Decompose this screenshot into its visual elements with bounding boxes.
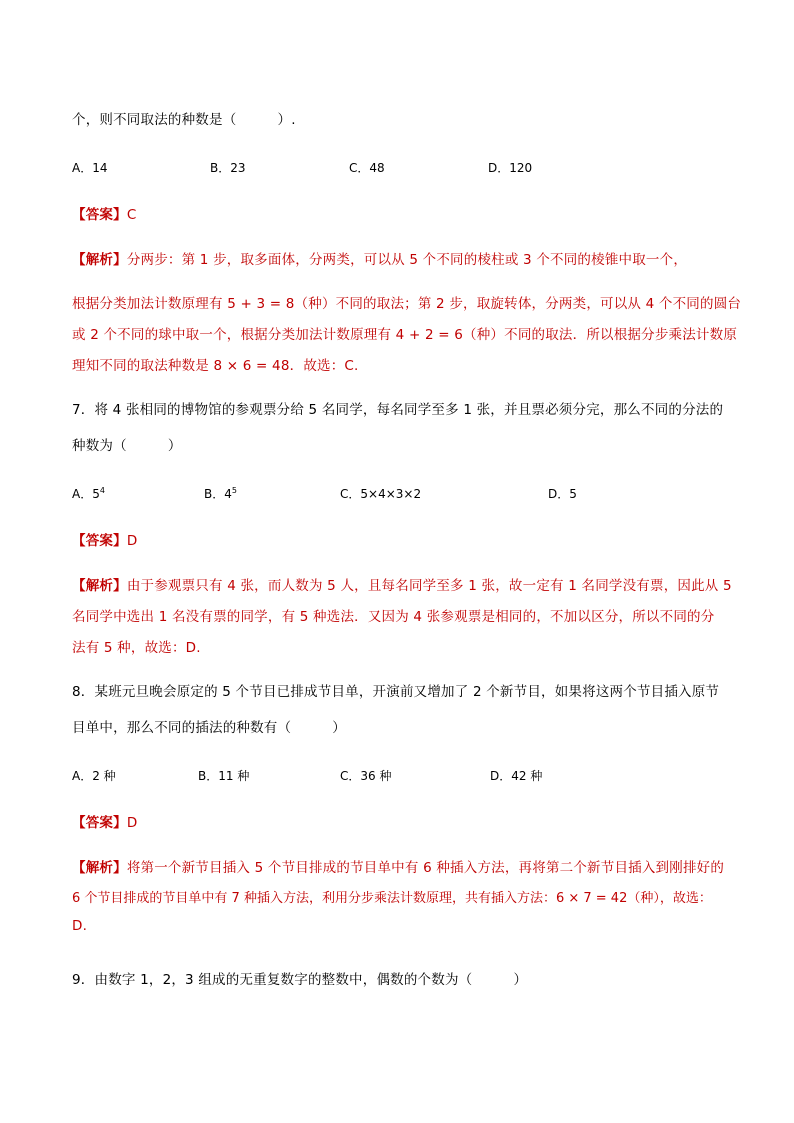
q7-option-c: C．5×4×3×2 xyxy=(340,487,422,501)
q8-option-a: A．2 种 xyxy=(72,769,116,783)
q6-analysis-line-4: 理知不同的取法种数是 8 × 6 = 48．故选：C. xyxy=(72,358,359,374)
q6-option-b: B．23 xyxy=(210,161,246,175)
answer-label: 【答案】 xyxy=(72,533,127,549)
answer-value: D xyxy=(126,533,138,549)
q8-option-b: B．11 种 xyxy=(198,769,250,783)
analysis-text: 由于参观票只有 4 张，而人数为 5 人，且每名同学至多 1 张，故一定有 1 名同学没有票，因此从 5 xyxy=(126,578,732,594)
question-8-line-1: 8．某班元旦晚会原定的 5 个节目已排成节目单，开演前又增加了 2 个新节目，如果将这两个节目插入原节 xyxy=(72,684,720,700)
q7-answer xyxy=(72,529,137,549)
q8-analysis-line-1 xyxy=(72,856,724,876)
analysis-label: 【解析】 xyxy=(72,252,127,268)
question-7-line-2: 种数为（ ） xyxy=(72,438,182,454)
answer-value: D xyxy=(126,815,138,831)
q8-answer xyxy=(72,811,137,831)
q8-analysis-line-3: D. xyxy=(72,918,88,934)
question-8-line-2: 目单中，那么不同的插法的种数有（ ） xyxy=(72,720,346,736)
q7-analysis-line-2: 名同学中选出 1 名没有票的同学，有 5 种选法．又因为 4 张参观票是相同的，不加以区分，所以不同的分 xyxy=(72,609,715,625)
question-6-continuation: 个，则不同取法的种数是（ ）. xyxy=(72,112,296,128)
q6-option-d: D．120 xyxy=(488,161,533,175)
question-9-line-1: 9．由数字 1，2，3 组成的无重复数字的整数中，偶数的个数为（ ） xyxy=(72,972,528,988)
q7-option-d: D．5 xyxy=(548,487,577,501)
q6-answer xyxy=(72,203,136,223)
analysis-text: 将第一个新节目插入 5 个节目排成的节目单中有 6 种插入方法，再将第二个新节目插入到刚排好的 xyxy=(126,860,725,876)
q7-analysis-line-3: 法有 5 种，故选：D. xyxy=(72,640,201,656)
answer-value: C xyxy=(126,207,137,223)
q7-option-b: B．$4^5$ xyxy=(204,486,237,501)
q6-analysis-line-1 xyxy=(72,248,687,268)
question-7-line-1: 7．将 4 张相同的博物馆的参观票分给 5 名同学，每名同学至多 1 张，并且票必须分完，那么不同的分法的 xyxy=(72,402,724,418)
analysis-label: 【解析】 xyxy=(72,860,127,876)
analysis-label: 【解析】 xyxy=(72,578,127,594)
q6-analysis-line-2: 根据分类加法计数原理有 5 + 3 = 8（种）不同的取法；第 2 步，取旋转体，分两类，可以从 4 个不同的圆台 xyxy=(72,296,742,312)
analysis-text: 分两步：第 1 步，取多面体，分两类，可以从 5 个不同的棱柱或 3 个不同的棱锥中取一个， xyxy=(126,252,688,268)
answer-label: 【答案】 xyxy=(72,815,127,831)
q7-analysis-line-1 xyxy=(72,574,732,594)
q6-option-a: A．14 xyxy=(72,161,108,175)
q8-option-d: D．42 种 xyxy=(490,769,543,783)
q6-option-c: C．48 xyxy=(349,161,385,175)
q8-analysis-line-2: 6 个节目排成的节目单中有 7 种插入方法，利用分步乘法计数原理，共有插入方法：6 × 7 = 42（种），故选： xyxy=(72,891,712,906)
q7-option-a: A．$5^4$ xyxy=(72,486,105,501)
answer-label: 【答案】 xyxy=(72,207,127,223)
q6-analysis-line-3: 或 2 个不同的球中取一个，根据分类加法计数原理有 4 + 2 = 6（种）不同的取法．所以根据分步乘法计数原 xyxy=(72,327,738,343)
q8-option-c: C．36 种 xyxy=(340,769,392,783)
